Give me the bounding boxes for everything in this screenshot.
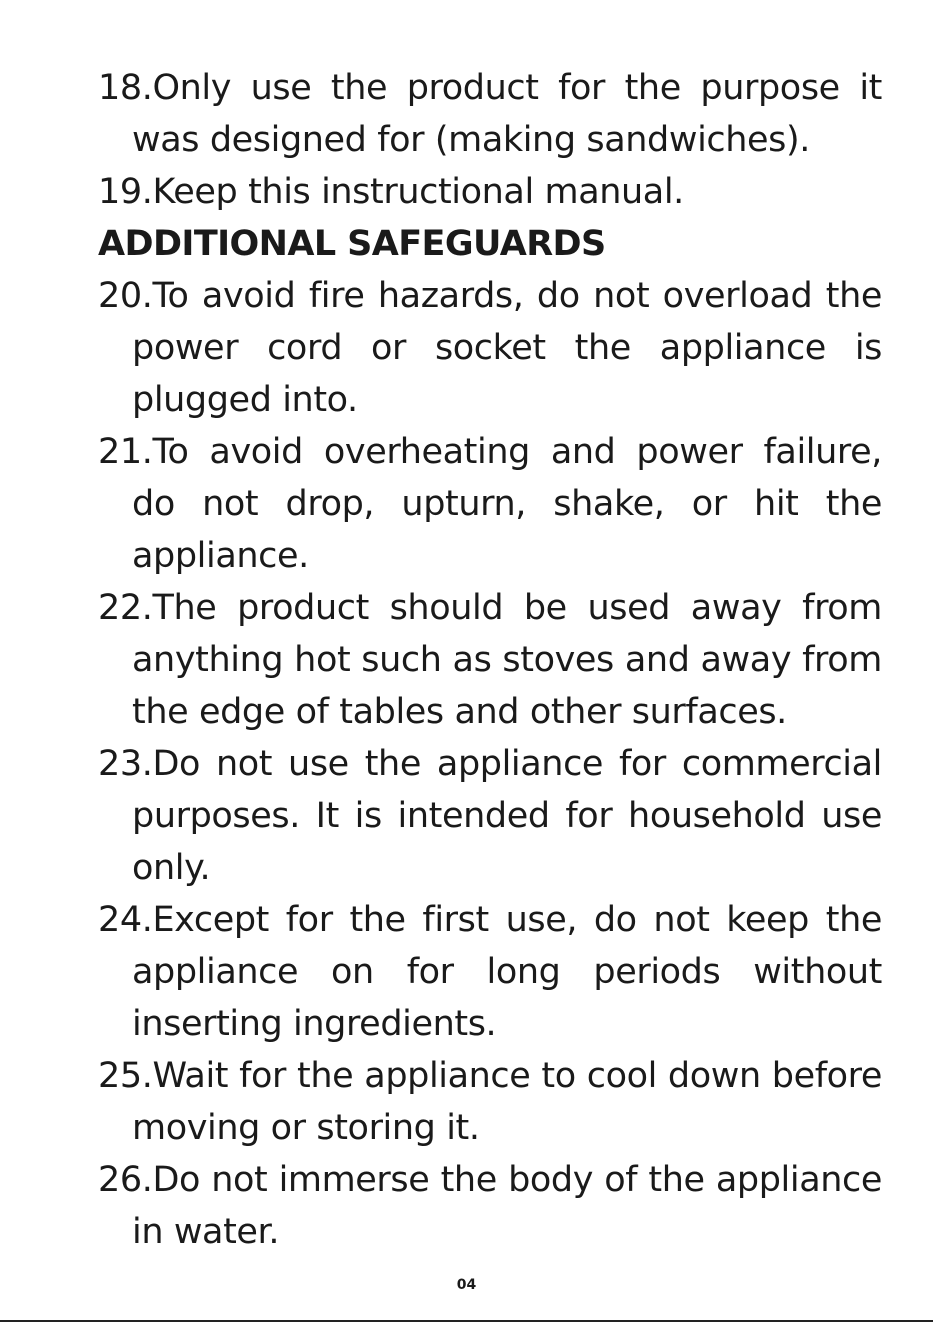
item-text: Except for the first use, do not keep the appliance on for long periods without inserting ingredients.: [132, 900, 882, 1044]
list-item: [98, 894, 882, 1050]
list-item: [98, 1154, 882, 1258]
item-number: 22.: [98, 588, 153, 628]
item-text: Wait for the appliance to cool down before moving or storing it.: [132, 1056, 882, 1148]
item-number: 19.: [98, 172, 153, 212]
item-number: 23.: [98, 744, 153, 784]
list-item: [98, 582, 882, 738]
list-item: [98, 62, 882, 166]
item-number: 21.: [98, 432, 153, 472]
list-item: [98, 270, 882, 426]
item-number: 18.: [98, 68, 153, 108]
item-number: 20.: [98, 276, 153, 316]
bottom-rule: [0, 1320, 933, 1322]
list-item: [98, 166, 882, 218]
item-text: Do not immerse the body of the appliance in water.: [132, 1160, 882, 1252]
list-item: [98, 738, 882, 894]
item-number: 24.: [98, 900, 153, 940]
item-text: Keep this instructional manual.: [152, 172, 684, 212]
list-item: [98, 1050, 882, 1154]
document-page: [98, 62, 882, 1258]
list-item: [98, 426, 882, 582]
item-text: To avoid fire hazards, do not overload the power cord or socket the appliance is plugged into.: [132, 276, 882, 420]
section-heading: ADDITIONAL SAFEGUARDS: [98, 224, 606, 264]
item-text: To avoid overheating and power failure, do not drop, upturn, shake, or hit the appliance.: [132, 432, 882, 576]
item-text: The product should be used away from anything hot such as stoves and away from the edge of tables and other surfaces.: [132, 588, 882, 732]
item-number: 26.: [98, 1160, 153, 1200]
item-text: Only use the product for the purpose it was designed for (making sandwiches).: [132, 68, 882, 160]
page-number: 04: [456, 1277, 477, 1293]
item-text: Do not use the appliance for commercial purposes. It is intended for household use only.: [132, 744, 882, 888]
item-number: 25.: [98, 1056, 153, 1096]
